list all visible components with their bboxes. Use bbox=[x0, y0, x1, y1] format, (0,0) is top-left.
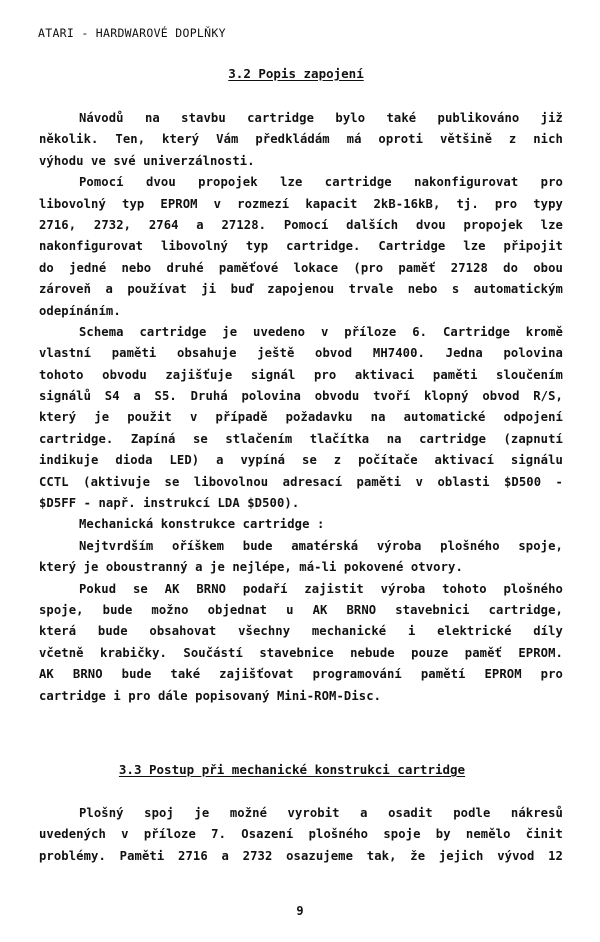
text-line: Nejtvrdším oříškem bude amatérská výroba plošného spoje, bbox=[79, 538, 563, 553]
text-line: který je použit v případě požadavku na automatické odpojení bbox=[39, 410, 563, 425]
section-3-3-body bbox=[39, 803, 563, 867]
text-line: cartridge i pro dále popisovaný Mini-ROM-Disc. bbox=[39, 688, 382, 703]
text-line: Pokud se AK BRNO podaří zajistit výroba tohoto plošného bbox=[79, 581, 563, 596]
text-line: výhodu ve své univerzálnosti. bbox=[39, 153, 255, 168]
section-heading-3-2: 3.2 Popis zapojení bbox=[228, 66, 364, 81]
text-line: do jedné nebo druhé paměťové lokace (pro paměť 27128 do obou bbox=[39, 260, 563, 275]
text-line: $D5FF - např. instrukcí LDA $D500). bbox=[39, 496, 300, 511]
text-line: CCTL (aktivuje se libovolnou adresací paměti v oblasti $D500 - bbox=[39, 474, 563, 489]
text-line: libovolný typ EPROM v rozmezí kapacit 2kB-16kB, tj. pro typy bbox=[39, 196, 563, 211]
text-line: několik. Ten, který Vám předkládám má oproti většině z nich bbox=[39, 132, 563, 147]
text-line: zároveň a používat ji buď zapojenou trvale nebo s automatickým bbox=[39, 282, 563, 297]
text-line: spoje, bude možno objednat u AK BRNO stavebnici cartridge, bbox=[39, 602, 563, 617]
text-line: cartridge. Zapíná se stlačením tlačítka na cartridge (zapnutí bbox=[39, 431, 563, 446]
text-line: Schema cartridge je uvedeno v příloze 6. Cartridge kromě bbox=[79, 324, 563, 339]
text-line: Návodů na stavbu cartridge bylo také publikováno již bbox=[79, 111, 563, 125]
page-number: 9 bbox=[296, 904, 304, 918]
text-line: která bude obsahovat všechny mechanické i elektrické díly bbox=[39, 624, 563, 639]
text-line: uvedených v příloze 7. Osazení plošného spoje by nemělo činit bbox=[39, 827, 563, 842]
text-line: včetně krabičky. Součástí stavebnice nebude pouze paměť EPROM. bbox=[39, 645, 563, 660]
text-line: AK BRNO bude také zajišťovat programování pamětí EPROM pro bbox=[39, 667, 563, 682]
section-3-2-body bbox=[39, 108, 563, 707]
text-line: který je oboustranný a je nejlépe, má-li pokovené otvory. bbox=[39, 560, 463, 575]
text-line: indikuje dioda LED) a vypíná se z počítače aktivací signálu bbox=[39, 453, 563, 468]
text-line: Mechanická konstrukce cartridge : bbox=[79, 517, 325, 532]
text-line: Plošný spoj je možné vyrobit a osadit podle nákresů bbox=[79, 806, 563, 820]
running-header: ATARI - HARDWAROVÉ DOPLŇKY bbox=[38, 26, 226, 40]
text-line: vlastní paměti obsahuje ještě obvod MH7400. Jedna polovina bbox=[39, 346, 563, 361]
text-line: odepínáním. bbox=[39, 303, 121, 318]
text-line: 2716, 2732, 2764 a 27128. Pomocí dalších dvou propojek lze bbox=[39, 217, 563, 232]
text-line: signálů S4 a S5. Druhá polovina obvodu tvoří klopný obvod R/S, bbox=[39, 389, 563, 404]
text-line: tohoto obvodu zajišťuje signál pro aktivaci paměti sloučením bbox=[39, 367, 563, 382]
text-line: problémy. Paměti 2716 a 2732 osazujeme tak, že jejich vývod 12 bbox=[39, 848, 563, 863]
text-line: Pomocí dvou propojek lze cartridge nakonfigurovat pro bbox=[79, 175, 563, 190]
section-heading-3-3: 3.3 Postup při mechanické konstrukci cartridge bbox=[118, 762, 466, 777]
text-line: nakonfigurovat libovolný typ cartridge. Cartridge lze připojit bbox=[39, 239, 563, 254]
